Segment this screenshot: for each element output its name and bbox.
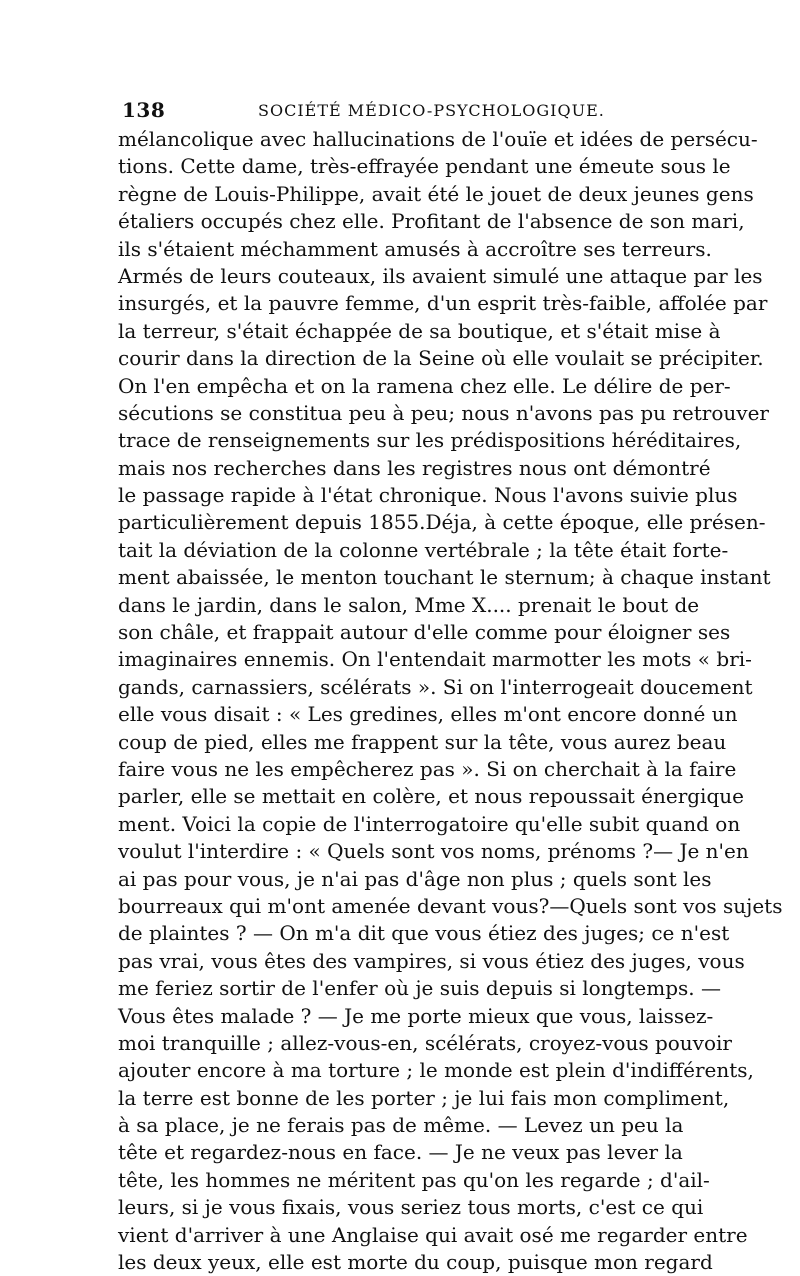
text-line: voulut l'interdire : « Quels sont vos noms, prénoms ?— Je n'en [118, 839, 749, 864]
text-line: gands, carnassiers, scélérats ». Si on l'interrogeait doucement [118, 674, 753, 699]
text-line: imaginaires ennemis. On l'entendait marmotter les mots « bri- [118, 647, 752, 672]
text-line: leurs, si je vous fixais, vous seriez tous morts, c'est ce qui [118, 1195, 704, 1220]
text-line: à sa place, je ne ferais pas de même. — Levez un peu la [118, 1113, 684, 1138]
text-line: dans le jardin, dans le salon, Mme X.... prenait le bout de [118, 592, 700, 617]
text-line: sécutions se constitua peu à peu; nous n'avons pas pu retrouver [118, 400, 769, 425]
text-line: mélancolique avec hallucinations de l'ouïe et idées de persécu- [118, 127, 758, 151]
text-line: On l'en empêcha et on la ramena chez elle. Le délire de per- [118, 373, 731, 398]
text-line: tions. Cette dame, très-effrayée pendant une émeute sous le [118, 154, 731, 179]
text-line: trace de renseignements sur les prédispositions héréditaires, [118, 428, 742, 453]
text-line: mais nos recherches dans les registres nous ont démontré [118, 455, 711, 480]
text-line: son châle, et frappait autour d'elle comme pour éloigner ses [118, 620, 731, 645]
body-text [118, 126, 783, 1276]
running-head [118, 98, 678, 120]
text-line: vient d'arriver à une Anglaise qui avait osé me regarder entre [118, 1222, 748, 1247]
text-line: règne de Louis-Philippe, avait été le jouet de deux jeunes gens [118, 181, 754, 206]
text-line: la terre est bonne de les porter ; je lui fais mon compliment, [118, 1085, 730, 1110]
text-line: me feriez sortir de l'enfer où je suis depuis si longtemps. — [118, 976, 721, 1001]
text-line: faire vous ne les empêcherez pas ». Si on cherchait à la faire [118, 756, 737, 781]
text-line: le passage rapide à l'état chronique. Nous l'avons suivie plus [118, 483, 738, 508]
text-line: ajouter encore à ma torture ; le monde est plein d'indifférents, [118, 1058, 754, 1083]
text-line: tait la déviation de la colonne vertébrale ; la tête était forte- [118, 537, 729, 562]
text-line: tête, les hommes ne méritent pas qu'on les regarde ; d'ail- [118, 1167, 710, 1192]
text-line: étaliers occupés chez elle. Profitant de l'absence de son mari, [118, 209, 745, 234]
book-page [118, 98, 783, 1275]
text-line: parler, elle se mettait en colère, et nous repoussait énergique [118, 784, 744, 809]
text-line: particulièrement depuis 1855.Déja, à cette époque, elle présen- [118, 510, 766, 535]
page-number: 138 [122, 98, 166, 122]
text-line: moi tranquille ; allez-vous-en, scélérats, croyez-vous pouvoir [118, 1030, 732, 1055]
text-line: de plaintes ? — On m'a dit que vous étiez des juges; ce n'est [118, 921, 730, 946]
text-line: insurgés, et la pauvre femme, d'un esprit très-faible, affolée par [118, 291, 768, 316]
text-line: ment abaissée, le menton touchant le sternum; à chaque instant [118, 565, 771, 590]
text-line: les deux yeux, elle est morte du coup, puisque mon regard [118, 1250, 713, 1275]
text-line: ils s'étaient méchamment amusés à accroître ses terreurs. [118, 236, 712, 261]
text-line: pas vrai, vous êtes des vampires, si vous étiez des juges, vous [118, 948, 745, 973]
text-line: ment. Voici la copie de l'interrogatoire qu'elle subit quand on [118, 811, 741, 836]
text-line: la terreur, s'était échappée de sa boutique, et s'était mise à [118, 318, 721, 343]
text-line: Armés de leurs couteaux, ils avaient simulé une attaque par les [118, 263, 763, 288]
text-line: tête et regardez-nous en face. — Je ne veux pas lever la [118, 1140, 683, 1165]
text-line: bourreaux qui m'ont amenée devant vous?—Quels sont vos sujets [118, 893, 783, 918]
text-line: coup de pied, elles me frappent sur la tête, vous aurez beau [118, 729, 727, 754]
text-line: courir dans la direction de la Seine où elle voulait se précipiter. [118, 346, 764, 371]
running-title: SOCIÉTÉ MÉDICO-PSYCHOLOGIQUE. [258, 101, 605, 120]
text-line: ai pas pour vous, je n'ai pas d'âge non plus ; quels sont les [118, 866, 712, 891]
text-line: Vous êtes malade ? — Je me porte mieux que vous, laissez- [118, 1003, 714, 1028]
text-line: elle vous disait : « Les gredines, elles m'ont encore donné un [118, 702, 738, 727]
